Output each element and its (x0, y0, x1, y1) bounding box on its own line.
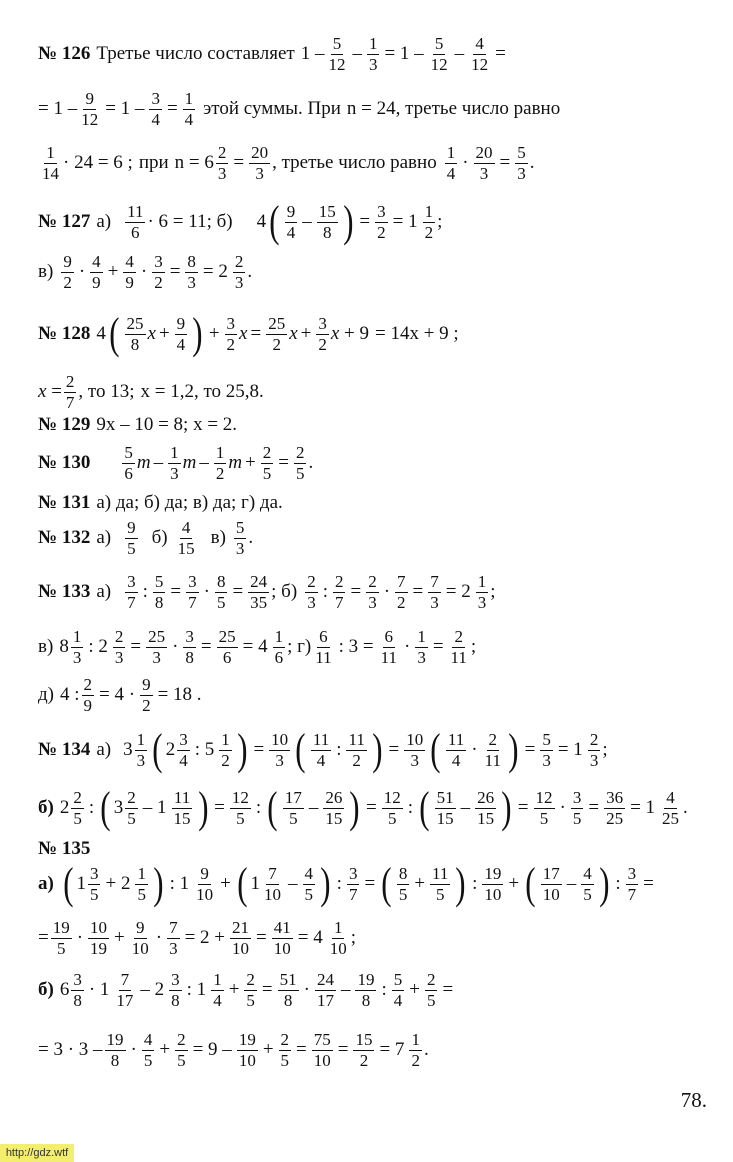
part-v-label: в) (38, 261, 54, 283)
p126-line2: = 1 – $\frac{9}{12}$ = 1 – $\frac{3}{4}$ = $\frac{1}{4}$ этой суммы. При n = 24, третье число равно (38, 89, 561, 129)
p126-intro: Третье число составляет (96, 43, 295, 65)
p135-line4: = 3 · 3 – $\frac{19}{8}$ · $\frac{4}{5}$ + $\frac{2}{5}$ = 9 – $\frac{19}{10}$ + $\frac{2}{5}$ = $\frac{75}{10}$ = $\frac{15}{2}$ = 7 $\frac{1}{2}$ . (38, 1030, 429, 1070)
p128-line2: x = $\frac{2}{7}$ , то 13; x = 1,2, то 25,8. (38, 372, 264, 412)
part-b-label: б) (38, 797, 54, 818)
problem-number: № 134 (38, 739, 91, 760)
p132-line: № 132 а) $\frac{9}{5}$ б) $\frac{4}{15}$ в) $\frac{5}{3}$ . (38, 518, 254, 558)
part-a-label: а) (96, 527, 112, 549)
part-a-label: а) (96, 739, 112, 760)
p131-line (38, 492, 283, 514)
p126-tail1: этой суммы. При (203, 98, 341, 120)
watermark-link[interactable]: http://gdz.wtf (0, 1144, 74, 1162)
p135-header (38, 838, 96, 860)
part-g-label: ; г) (287, 636, 312, 658)
p128-l2b: x = 1,2, то 25,8. (140, 381, 264, 403)
part-a-label: а) (38, 873, 54, 894)
part-b-label: б) (38, 979, 54, 1001)
p127-line2: в) $\frac{9}{2}$ · $\frac{4}{9}$ + $\frac{4}{9}$ · $\frac{3}{2}$ = $\frac{8}{3}$ = 2 $\frac{2}{3}$ . (38, 252, 253, 292)
p133-line2: в) 8 $\frac{1}{3}$ : 2 $\frac{2}{3}$ = $\frac{25}{3}$ · $\frac{3}{8}$ = $\frac{25}{6}$ = 4 $\frac{1}{6}$ ; г) $\frac{6}{11}$ : 3 = $\frac{6}{11}$ · $\frac{1}{3}$ = $\frac{2}{11}$ ; (38, 627, 477, 667)
p126-line3: $\frac{1}{14}$ · 24 = 6 ; при n = 6 $\frac{2}{3}$ = $\frac{20}{3}$ , третье число равно $\frac{1}{4}$ · $\frac{20}{3}$ = $\frac{5}{3}$ . (42, 143, 535, 183)
problem-number: № 132 (38, 527, 91, 549)
p128-l2a: , то 13; (78, 381, 135, 403)
part-v-label: в) (38, 636, 54, 658)
p134-line1: № 134 а) 3 $\frac{1}{3}$ ( 2 $\frac{3}{4}$ : 5 $\frac{1}{2}$ ) = $\frac{10}{3}$ ( $\frac{11}{4}$ : $\frac{11}{2}$ ) = $\frac{10}{3}$ ( $\frac{11}{4}$ · $\frac{2}{11}$ ) = $\frac{5}{3}$ = 1 $\frac{2}{3}$ ; (38, 725, 608, 774)
p129-text: 9x – 10 = 8; x = 2. (96, 414, 238, 435)
p134-line2: б) 2 $\frac{2}{5}$ : ( 3 $\frac{2}{5}$ – 1 $\frac{11}{15}$ ) = $\frac{12}{5}$ : ( $\frac{17}{5}$ – $\frac{26}{15}$ ) = $\frac{12}{5}$ : ( $\frac{51}{15}$ – $\frac{26}{15}$ ) = $\frac{12}{5}$ · $\frac{3}{5}$ = $\frac{36}{25}$ = 1 $\frac{4}{25}$ . (38, 783, 688, 832)
part-v-label: в) (210, 527, 226, 549)
page-number: 78. (680, 1088, 707, 1112)
part-a-label: а) (96, 211, 112, 232)
p127-line1: № 127 а) $\frac{11}{6}$ · 6 = 11 ; б) 4 ( $\frac{9}{4}$ – $\frac{15}{8}$ ) = $\frac{3}{2}$ = 1 $\frac{1}{2}$ ; (38, 197, 443, 246)
problem-number: № 133 (38, 581, 91, 603)
part-b-label: ; б) (206, 211, 233, 232)
problem-number: № 131 (38, 492, 91, 513)
p126-pri: при (138, 152, 169, 174)
part-b-label: ; б) (271, 581, 298, 603)
p126-n-eq: n = 6 (174, 152, 214, 174)
problem-number: № 128 (38, 323, 91, 344)
problem-number: № 129 (38, 414, 91, 435)
p135-line3: б) 6 $\frac{3}{8}$ · 1 $\frac{7}{17}$ – 2 $\frac{3}{8}$ : 1 $\frac{1}{4}$ + $\frac{2}{5}$ = $\frac{51}{8}$ · $\frac{24}{17}$ – $\frac{19}{8}$ : $\frac{5}{4}$ + $\frac{2}{5}$ = (38, 970, 454, 1010)
p135-line1: а) ( 1 $\frac{3}{5}$ + 2 $\frac{1}{5}$ ) : 1 $\frac{9}{10}$ + ( 1 $\frac{7}{10}$ – $\frac{4}{5}$ ) : $\frac{3}{7}$ = ( $\frac{8}{5}$ + $\frac{11}{5}$ ) : $\frac{19}{10}$ + ( $\frac{17}{10}$ – $\frac{4}{5}$ ) : $\frac{3}{7}$ = (38, 859, 654, 908)
p131-text: а) да; б) да; в) да; г) да. (96, 492, 283, 513)
problem-number: № 130 (38, 452, 91, 474)
part-a-label: а) (96, 581, 112, 603)
p133-line1: № 133 а) $\frac{3}{7}$ : $\frac{5}{8}$ = $\frac{3}{7}$ · $\frac{8}{5}$ = $\frac{24}{35}$ ; б) $\frac{2}{3}$ : $\frac{2}{7}$ = $\frac{2}{3}$ · $\frac{7}{2}$ = $\frac{7}{3}$ = 2 $\frac{1}{3}$ ; (38, 572, 496, 612)
p133-line3: д) 4 : $\frac{2}{9}$ = 4 · $\frac{9}{2}$ = 18 . (38, 675, 202, 715)
p126-tail2: , третье число равно (272, 152, 437, 174)
part-b-label: б) (151, 527, 168, 549)
problem-number: № 126 (38, 43, 91, 65)
p126-line1: № 126 Третье число составляет 1 – $\frac{5}{12}$ – $\frac{1}{3}$ = 1 – $\frac{5}{12}$ – $\frac{4}{12}$ = (38, 34, 506, 74)
problem-number: № 127 (38, 211, 91, 232)
p128-line1: № 128 4 ( $\frac{25}{8}$ x + $\frac{9}{4}$ ) + $\frac{3}{2}$ x = $\frac{25}{2}$ x + $\frac{3}{2}$ x + 9 = 14x + 9 ; (38, 309, 459, 358)
p126-eq6: · 24 = 6 ; (63, 152, 133, 174)
p129-line (38, 414, 237, 436)
part-d-label: д) (38, 684, 54, 706)
p126-n24: n = 24, третье число равно (346, 98, 561, 120)
p127-t1: · 6 = 11 (147, 211, 207, 232)
p128-result: = 14x + 9 ; (375, 323, 459, 344)
problem-number: № 135 (38, 838, 91, 859)
p130-line: № 130 $\frac{5}{6}$ m – $\frac{1}{3}$ m – $\frac{1}{2}$ m + $\frac{2}{5}$ = $\frac{2}{5}$ . (38, 443, 314, 483)
p135-line2: = $\frac{19}{5}$ · $\frac{10}{19}$ + $\frac{9}{10}$ · $\frac{7}{3}$ = 2 + $\frac{21}{10}$ = $\frac{41}{10}$ = 4 $\frac{1}{10}$ ; (38, 918, 356, 958)
